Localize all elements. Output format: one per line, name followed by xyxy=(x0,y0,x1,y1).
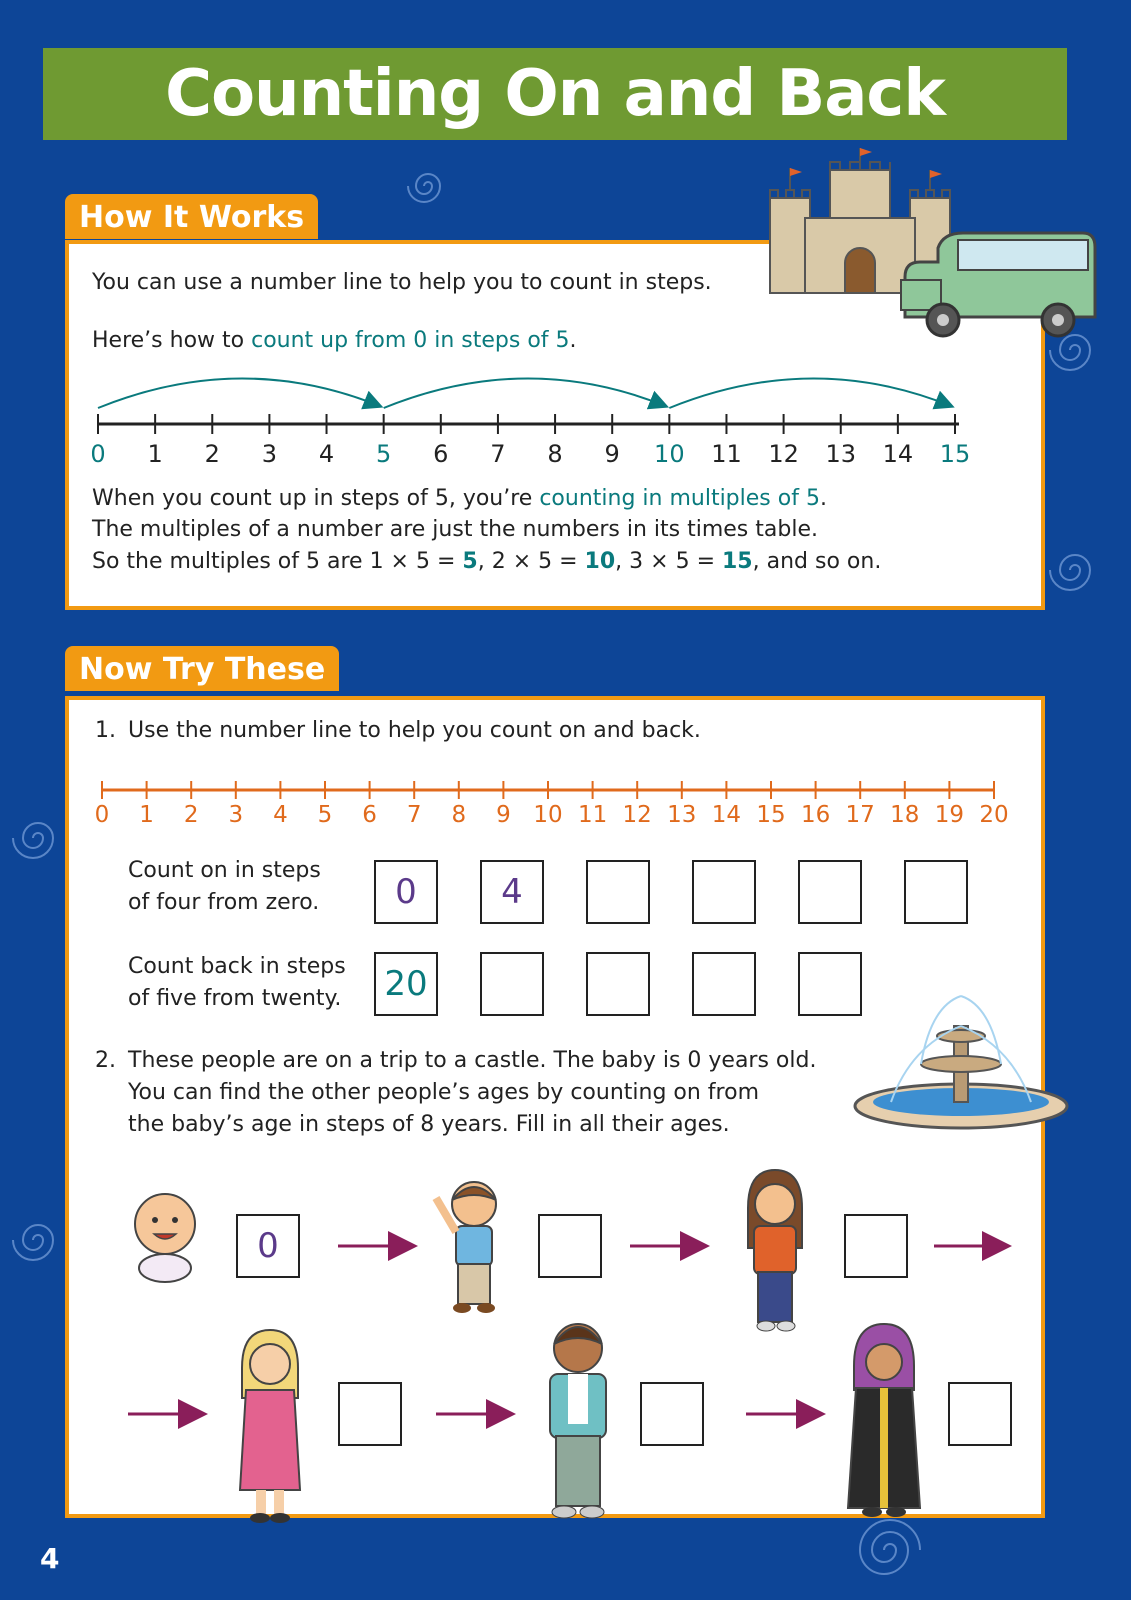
how-it-works-intro: You can use a number line to help you to count in steps. xyxy=(92,270,712,295)
number-line-label: 11 xyxy=(711,440,742,468)
q1-row1-label-b: of four from zero. xyxy=(128,890,320,915)
number-line-label: 1 xyxy=(139,802,154,828)
line3-b: , 2 × 5 = xyxy=(477,549,585,574)
line1-suffix: . xyxy=(819,486,827,511)
number-line-label: 15 xyxy=(939,440,971,468)
number-line-label: 18 xyxy=(890,802,920,828)
line3-v3: 15 xyxy=(722,549,753,574)
heres-how-prefix: Here’s how to xyxy=(92,328,252,353)
number-line-label: 12 xyxy=(768,440,799,468)
number-line-label: 19 xyxy=(934,802,965,828)
number-line-label: 0 xyxy=(90,440,106,468)
number-line-label: 9 xyxy=(604,440,620,468)
number-line-label: 9 xyxy=(496,802,511,828)
number-line-label: 11 xyxy=(577,802,608,828)
line3-v1: 5 xyxy=(462,549,478,574)
line1-prefix: When you count up in steps of 5, you’re xyxy=(92,486,540,511)
number-line-label: 0 xyxy=(94,802,110,828)
q1-row1-label-a: Count on in steps xyxy=(128,858,321,883)
number-line-label: 2 xyxy=(183,802,199,828)
number-line-label: 13 xyxy=(825,440,857,468)
answer-box[interactable]: 0 xyxy=(374,860,438,924)
number-line-label: 13 xyxy=(667,802,697,828)
number-line-label: 3 xyxy=(261,440,278,468)
number-line-label: 5 xyxy=(376,440,392,468)
line3-d: , and so on. xyxy=(752,549,882,574)
page-title: Counting On and Back xyxy=(165,57,945,131)
number-line-label: 6 xyxy=(433,440,449,468)
number-line-label: 20 xyxy=(979,802,1009,828)
line3-v2: 10 xyxy=(584,549,616,574)
age-box[interactable]: 0 xyxy=(236,1214,300,1278)
heres-how-suffix: . xyxy=(569,328,577,353)
number-line-label: 4 xyxy=(273,802,288,828)
number-line-label: 8 xyxy=(451,802,467,828)
answer-box[interactable]: 4 xyxy=(480,860,544,924)
number-line-label: 10 xyxy=(654,440,685,468)
now-try-these-tab: Now Try These xyxy=(65,646,339,691)
number-line-label: 4 xyxy=(318,440,335,468)
q1-number: 1. xyxy=(95,718,116,743)
answer-box[interactable]: 20 xyxy=(374,952,438,1016)
number-line-label: 8 xyxy=(547,440,563,468)
number-line-label: 16 xyxy=(800,802,831,828)
q2-line1: These people are on a trip to a castle. The baby is 0 years old. xyxy=(128,1048,817,1073)
q2-line3: the baby’s age in steps of 8 years. Fill in all their ages. xyxy=(128,1112,730,1137)
multiples-line-2: The multiples of a number are just the numbers in its times table. xyxy=(92,517,818,542)
number-line-label: 2 xyxy=(204,440,220,468)
number-line-label: 7 xyxy=(406,802,422,828)
number-line-label: 1 xyxy=(147,440,163,468)
heres-how-highlight: count up from 0 in steps of 5 xyxy=(251,328,570,353)
number-line-label: 17 xyxy=(845,802,875,828)
how-it-works-tab: How It Works xyxy=(65,194,318,239)
number-line-label: 6 xyxy=(362,802,377,828)
q1-row2-label-b: of five from twenty. xyxy=(128,986,342,1011)
number-line-label: 7 xyxy=(490,440,506,468)
number-line-label: 14 xyxy=(882,440,914,468)
number-line-label: 3 xyxy=(228,802,244,828)
line3-c: , 3 × 5 = xyxy=(615,549,722,574)
number-line-label: 15 xyxy=(756,802,786,828)
number-line-label: 12 xyxy=(622,802,652,828)
line1-highlight: counting in multiples of 5 xyxy=(539,486,820,511)
q1-text: Use the number line to help you count on and back. xyxy=(128,718,701,743)
line3-a: So the multiples of 5 are 1 × 5 = xyxy=(92,549,463,574)
q2-number: 2. xyxy=(95,1048,116,1073)
number-line-label: 14 xyxy=(711,802,742,828)
number-line-label: 10 xyxy=(533,802,563,828)
number-line-label: 5 xyxy=(317,802,333,828)
q1-row2-label-a: Count back in steps xyxy=(128,954,346,979)
page-number: 4 xyxy=(40,1542,60,1575)
q2-line2: You can find the other people’s ages by counting on from xyxy=(128,1080,759,1105)
